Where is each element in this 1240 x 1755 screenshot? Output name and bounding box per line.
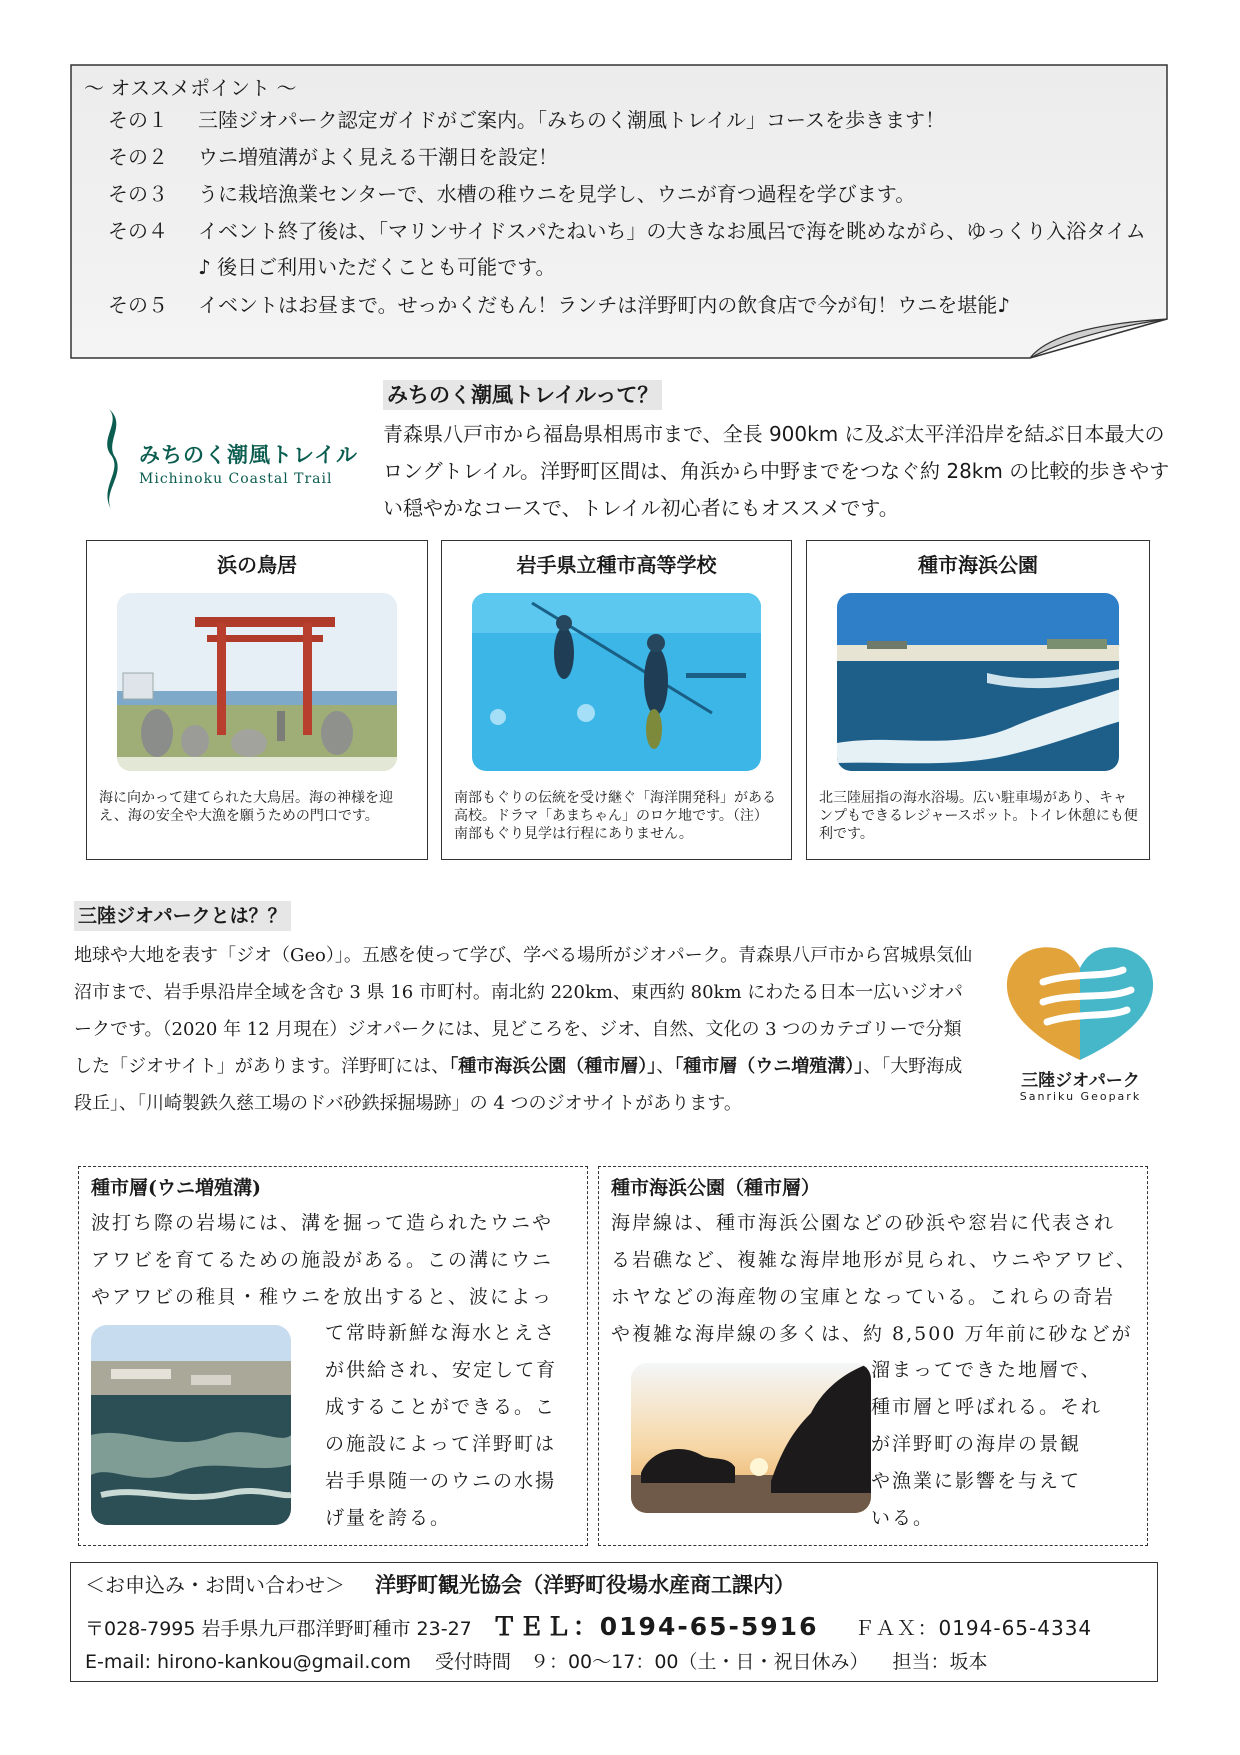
contact-email[interactable]: E-mail: hirono-kankou@gmail.com xyxy=(85,1651,411,1673)
geopark-text-part: 、「大野海成段丘」、「川崎製鉄久慈工場のドバ砂鉄採掘場跡」の 4 つのジオサイトがあります。 xyxy=(74,1056,963,1114)
geosite-name: 「種市層（ウニ増殖溝）」 xyxy=(674,1056,864,1077)
box-text-line: 海岸線は、種市海浜公園などの砂浜や窓岩に代表され xyxy=(611,1212,1116,1234)
recommend-title: ～ オススメポイント ～ xyxy=(84,76,297,100)
sea-urchin-channel-photo xyxy=(91,1325,291,1525)
contact-header xyxy=(85,1569,795,1599)
contact-info-row xyxy=(85,1647,1012,1674)
recommend-item-label: その２ xyxy=(108,145,168,169)
box-text-line: や複雑な海岸線の多くは、約 8,500 万年前に砂などが xyxy=(611,1323,1133,1345)
recommend-item-text: 三陸ジオパーク認定ガイドがご案内。「みちのく潮風トレイル」コースを歩きます！ xyxy=(198,108,945,132)
box-title: 種市層(ウニ増殖溝) xyxy=(91,1177,261,1199)
geopark-heart-icon xyxy=(1003,942,1158,1064)
box-text-line: 種市層と呼ばれる。それ xyxy=(871,1396,1103,1418)
geopark-logo-en: Sanriku Geopark xyxy=(1019,1090,1142,1103)
box-text-line: ホヤなどの海産物の宝庫となっている。これらの奇岩 xyxy=(611,1286,1116,1308)
box-text-line: アワビを育てるための施設がある。この溝にウニ xyxy=(91,1249,554,1271)
card-title: 岩手県立種市高等学校 xyxy=(516,553,717,577)
contact-organization: 洋野町観光協会（洋野町役場水産商工課内） xyxy=(375,1573,795,1597)
recommend-item-text: イベントはお昼まで。せっかくだもん！ランチは洋野町内の飲食店で今が旬！ウニを堪能♪ xyxy=(198,293,1010,317)
recommend-item-label: その１ xyxy=(108,108,168,132)
box-tanechi-stratum-sea-urchin xyxy=(78,1166,588,1546)
contact-tel[interactable]: ＴＥＬ：0194-65-5916 xyxy=(491,1612,819,1641)
recommend-item-text: イベント終了後は、「マリンサイドスパたねいち」の大きなお風呂で海を眺めながら、ゆっくり入浴タイム♪ 後日ご利用いただくことも可能です。 xyxy=(198,219,1146,279)
contact-address: 〒028-7995 岩手県九戸郡洋野町種市 23-27 xyxy=(85,1618,472,1640)
trail-logo-en: Michinoku Coastal Trail xyxy=(139,471,333,487)
geopark-logo-jp: 三陸ジオパーク xyxy=(1021,1071,1140,1091)
geopark-text-separator: 、 xyxy=(656,1056,675,1077)
geopark-heading: 三陸ジオパークとは？？ xyxy=(74,901,291,931)
box-text-line: る岩礁など、複雑な海岸地形が見られ、ウニやアワビ、 xyxy=(611,1249,1137,1271)
box-text-line: が洋野町の海岸の景観 xyxy=(871,1433,1082,1455)
box-tanechi-beach-park-stratum xyxy=(598,1166,1148,1546)
recommend-box xyxy=(70,64,1168,359)
trail-logo xyxy=(95,405,365,515)
box-text-line: て常時新鮮な海水とえさ xyxy=(325,1322,557,1344)
geopark-text-part: 地球や大地を表す「ジオ（Geo）」。五感を使って学び、学べる場所がジオパーク。青森県八戸市から宮城県気仙沼市まで、岩手県沿岸全域を含む 3 県 16 市町村。南北約 220km、東西約 80km にわたる日本一広いジオパークです。（2020 年 12 月現在）ジオパークには、見どころを、ジオ、自然、文化の 3 つのカテゴリーで分類した「ジオサイト」があります。洋野町には、 xyxy=(74,945,973,1077)
contact-person: 担当：坂本 xyxy=(892,1651,988,1673)
trail-description: 青森県八戸市から福島県相馬市まで、全長 900km に及ぶ太平洋沿岸を結ぶ日本最大のロングトレイル。洋野町区間は、角浜から中野までをつなぐ約 28km の比較的歩きやすい穏やかなコースで、トレイル初心者にもオススメです。 xyxy=(383,422,1170,520)
box-text-line: 溜まってできた地層で、 xyxy=(871,1359,1102,1381)
recommend-item-text: うに栽培漁業センターで、水槽の稚ウニを見学し、ウニが育つ過程を学びます。 xyxy=(198,182,916,206)
geopark-text xyxy=(74,937,974,1122)
recommend-item xyxy=(108,102,1158,138)
box-text-line: げ量を誇る。 xyxy=(325,1507,452,1529)
recommend-item-label: その５ xyxy=(108,293,168,317)
recommend-item-text: ウニ増殖溝がよく見える干潮日を設定！ xyxy=(198,145,558,169)
recommend-item xyxy=(108,176,1158,212)
recommend-item xyxy=(108,139,1158,175)
contact-hours: 受付時間 ９：00～17：00（土・日・祝日休み） xyxy=(434,1651,869,1673)
card-title: 浜の鳥居 xyxy=(217,553,297,577)
torii-photo xyxy=(117,593,397,771)
box-text-line: 成することができる。こ xyxy=(325,1396,557,1418)
contact-label: ＜お申込み・お問い合わせ＞ xyxy=(85,1573,345,1597)
contact-fax: ＦＡＸ：0194-65-4334 xyxy=(854,1616,1093,1640)
box-title: 種市海浜公園（種市層） xyxy=(611,1177,821,1199)
geosite-name: 「種市海浜公園（種市層）」 xyxy=(449,1056,657,1077)
recommend-item-label: その３ xyxy=(108,182,168,206)
card-hama-torii xyxy=(86,540,428,860)
card-title: 種市海浜公園 xyxy=(918,553,1038,577)
recommend-item xyxy=(108,213,1158,285)
box-text-line: 岩手県随一のウニの水揚 xyxy=(325,1470,557,1492)
trail-logo-jp: みちのく潮風トレイル xyxy=(139,443,358,467)
box-text-line: いる。 xyxy=(871,1507,935,1529)
box-text-line: や漁業に影響を与えて xyxy=(871,1470,1082,1492)
card-tanechi-high-school xyxy=(441,540,792,860)
trail-wave-icon xyxy=(95,405,135,515)
card-caption: 海に向かって建てられた大鳥居。海の神様を迎え、海の安全や大漁を願うための門口です。 xyxy=(99,790,393,824)
recommend-item xyxy=(108,287,1158,323)
card-caption: 北三陸屈指の海水浴場。広い駐車場があり、キャンプもできるレジャースポット。トイレ休憩にも便利です。 xyxy=(819,790,1138,842)
contact-box xyxy=(70,1562,1158,1682)
box-text-line: やアワビの稚貝・稚ウニを放出すると、波によっ xyxy=(91,1286,554,1308)
contact-phone-row xyxy=(85,1607,1092,1643)
beach-photo xyxy=(837,593,1119,771)
recommend-item-label: その４ xyxy=(108,219,168,243)
card-caption: 南部もぐりの伝統を受け継ぐ「海洋開発科」がある高校。ドラマ「あまちゃん」のロケ地です。（注）南部もぐり見学は行程にありません。 xyxy=(454,790,776,842)
box-text-line: 波打ち際の岩場には、溝を掘って造られたウニや xyxy=(91,1212,554,1234)
box-text-line: の施設によって洋野町は xyxy=(325,1433,557,1455)
sunrise-rock-photo xyxy=(631,1363,871,1513)
box-text-line: が供給され、安定して育 xyxy=(325,1359,558,1381)
geopark-logo xyxy=(1003,942,1158,1112)
card-tanechi-beach-park xyxy=(806,540,1150,860)
diver-pool-photo xyxy=(472,593,761,771)
trail-heading: みちのく潮風トレイルって？ xyxy=(383,380,662,410)
